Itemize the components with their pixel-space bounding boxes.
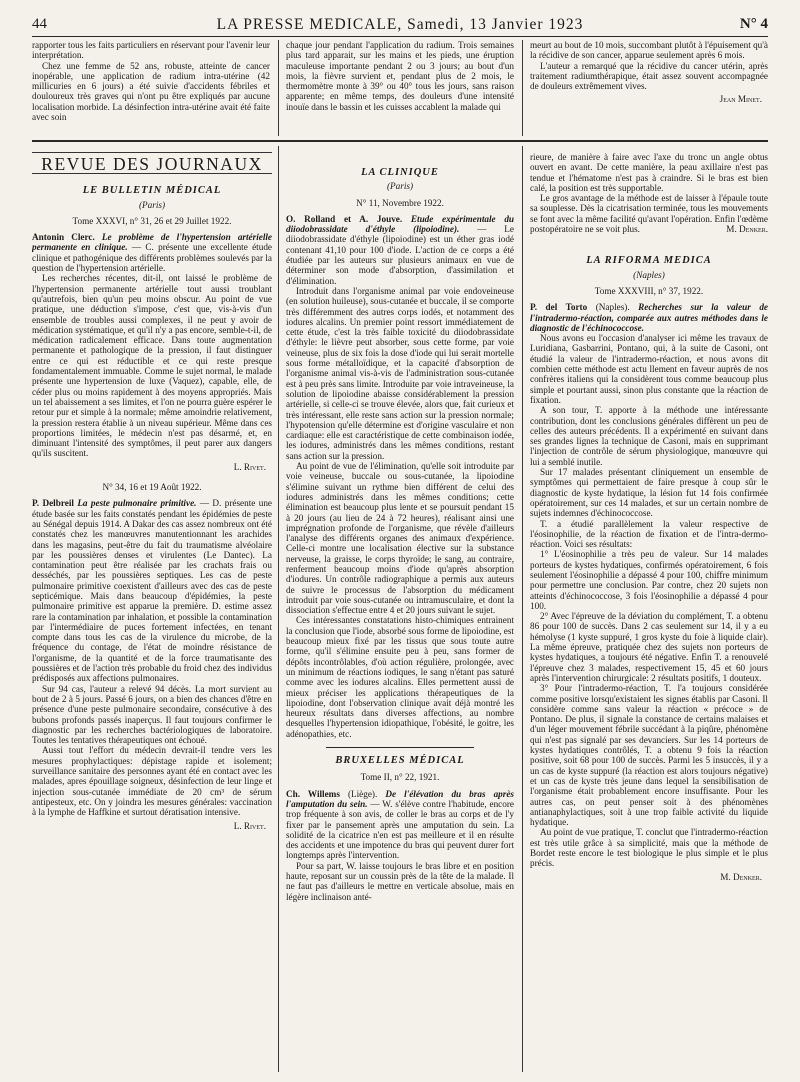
article-title: Le problème de l'hypertension artérielle permanente en clinique. — [32, 232, 272, 253]
article-text: Pour sa part, W. laisse toujours le bras libre et en position haute, reposant sur un coussin près de la tête de la malade. Il ne faut pas d'ailleurs le mettre en verticale absolue, mais en légère inclinaison anté- — [286, 860, 514, 902]
article-text: Ces intéressantes constatations histo-chimiques entrainent la conclusion que l'iode, absorbé sous forme de lipoiodine, est beaucoup mieux fixé par les tissus que sous toute autre forme, qu'il s'élimine ensuite peu à peu, sans former de dépôts incontrôlables, d'où action régulière, prolongée, avec un minimum de réactions iodiques, le sang n'étant pas saturé comme avec les iodures alcalins. Elles permettent aussi de mieux préciser les applications thérapeutiques de la lipoiodine, dont l'observation clinique avait déjà montré les heureux résultats dans diverses affections, au nombre desquelles l'hypertension idiopathique, l'obésité, le goitre, les adénopathies, etc. — [286, 615, 514, 739]
article-place: (Liège). — [347, 788, 378, 799]
revue-des-journaux-title: REVUE DES JOURNAUX — [32, 152, 272, 174]
article-author: P. del Torto — [530, 302, 588, 313]
column-divider-1 — [278, 146, 279, 1072]
section-rule — [32, 140, 768, 142]
issue-reference: Tome II, n° 22, 1921. — [360, 772, 440, 783]
article-author: O. Rolland et A. Jouve. — [286, 213, 403, 224]
article-text: Au point de vue de l'élimination, qu'elle soit introduite par voie veineuse, buccale ou sous-cutanée, la lipoiodine s'élimine suivant un rythme bien différent de celui des iodures administrés dans les mêmes conditions; cette élimination est beaucoup plus lente et se poursuit pendant 15 à 20 jours (au lieu de 24 à 72 heures), réalisant ainsi une imprégnation profonde de l'organisme, que révèle d'ailleurs l'analyse des différents organes des animaux d'expérience. Celle-ci montre une localisation élective sur la substance nerveuse, la graisse, le corps thyroïde; le sang, au contraire, renferment beaucoup moins d'iode qu'après absorption d'iodures. Un contrôle radiographique a permis aux auteurs de suivre le processus de l'absorption du médicament introduit par voie sous-cutanée ou intramusculaire, et dont la dissociation s'effectue entre 4 et 20 jours suivant le sujet. — [286, 461, 514, 616]
article-author: Antonin Clerc. — [32, 232, 95, 243]
article-text — [530, 193, 768, 234]
top-col1-para1: rapporter tous les faits particuliers en réservant pour l'avenir leur interprétation. — [32, 40, 270, 61]
top-col2-para: chaque jour pendant l'application du radium. Trois semaines plus tard apparait, sur les mains et les pieds, une éruption maculeuse importante pendant 2 ou 3 jours; au bout d'un mois, la fièvre survient et, pendant plus de 2 mois, le thermomètre monte à 39° ou 40° tous les jours, sans raison apparente; en même temps, des douleurs d'une intensité inouïe dans le bassin et les cuisses accablent la malade qui — [286, 40, 514, 112]
article-text: Au point de vue pratique, T. conclut que l'intradermo-réaction est très utile grâce à sa simplicité, mais que la méthode de Bordet reste encore le test biologique le plus simple et le plus précis. — [530, 827, 768, 869]
page-number: 44 — [32, 16, 47, 32]
article-title: La peste pulmonaire primitive. — [77, 498, 197, 509]
article-author: P. Delbreil — [32, 498, 74, 509]
article-text: — C. présente une excellente étude clinique et pathogénique des différents problèmes soulevés par la question de l'hypertension artérielle. — [32, 242, 272, 274]
top-col-2 — [286, 40, 514, 136]
article-del-torto — [530, 302, 768, 333]
signature: Jean Minet. — [719, 94, 762, 105]
article-text: — W. s'élève contre l'habitude, encore trop fréquente à son avis, de coller le bras au corps et de l'y fixer par le pansement après une amputation du sein. La solidité de la cicatrice n'en est pas meilleure et il en résulte des accidents et une impotence du bras qui peuvent durer fort longtemps après l'intervention. — [286, 798, 514, 861]
issue-reference: Tome XXXVI, n° 31, 26 et 29 Juillet 1922. — [72, 215, 232, 226]
section-heading: BRUXELLES MÉDICAL — [335, 755, 465, 767]
page-header — [32, 8, 768, 34]
article-place: (Naples). — [595, 302, 630, 313]
section-city: (Paris) — [386, 181, 414, 192]
article-separator — [326, 747, 474, 748]
article-clerc — [32, 232, 272, 273]
journal-title: LA PRESSE MEDICALE, Samedi, 13 Janvier 1923 — [216, 16, 584, 33]
article-text: 3° Pour l'intradermo-réaction, T. l'a toujours considérée comme positive lorsqu'existaient les signes établis par Casoni. Il considère comme sans valeur la réaction « précoce » de Pontano. De plus, il signale la constance de certains malaises et d'un léger mouvement fébrile succédant à la piqûre, phénomène qui n'est pas signalé par ses devanciers. Sur les 14 porteurs de kystes hydatiques contrôlés, T. a obtenu 9 fois la réaction positive, soit 68 pour 100 de succès. Parmi les 5 insuccès, il y a un cas de kyste suppuré (la réaction est alors toujours négative) et un cas de kyste très jeune dans lequel la sensibilisation de l'organisme était probablement encore insuffisante. Pour les autres cas, on peut penser soit à des phénomènes antianaphylactiques, soit à une trop faible activité du liquide hydatique. — [530, 683, 768, 828]
header-rule — [32, 36, 768, 37]
top-col-3 — [530, 40, 768, 136]
article-text: T. a étudié parallèlement la valeur respective de l'éosinophilie, de la réaction de fixation et de l'intra-dermo-réaction. Voici ses résultats: — [530, 518, 768, 550]
article-text: 1° L'éosinophilie a très peu de valeur. Sur 14 malades porteurs de kystes hydatiques, confirmés opératoirement, 6 fois seulement l'éosinophilie a dépassé 4 pour 100, chiffre minimum pour permettre une conclusion. Par contre, chez 20 sujets non atteints d'échinococcose, 3 fois l'éosinophilie a dépassé 4 pour 100. — [530, 549, 768, 611]
top-col3-para2: L'auteur a remarqué que la récidive du cancer utérin, après traitement radiumthérapique, était assez souvent accompagnée de douleurs extrêmement vives. — [530, 60, 768, 92]
article-title: De l'élévation du bras après l'amputation du sein. — [286, 788, 514, 809]
article-text: Sur 94 cas, l'auteur a relevé 94 décès. La mort survient au bout de 2 à 5 jours. Passé 6 jours, on a bien des chances d'être en présence d'une peste pulmonaire secondaire, consécutive à des bubons profonds passés inaperçus. Il faut toujours confirmer le diagnostic par les recherches bactériologiques de laboratoire. Toutes les tentatives thérapeutiques ont échoué. — [32, 683, 272, 746]
article-text: — Le diiodobrassidate d'éthyle (lipoiodine) est un éther gras iodé contenant 41,10 pour 100 d'iode. L'action de ce corps a été étudiée par les auteurs sur plusieurs animaux en vue de déterminer son mode d'absorption, d'assimilation et d'élimination. — [286, 224, 514, 286]
article-text: Introduit dans l'organisme animal par voie endoveineuse (en solution huileuse), sous-cutanée et buccale, il se comporte très différemment des autres corps iodés, et notamment des iodures alcalins. Un premier point ressort immédiatement de cette étude, c'est la très faible toxicité du diiodobrassidate d'éthyle: le lièvre peut absorber, sous cette forme, par voie veineuse, plus de six fois la dose d'iode qui lui serait mortelle sous forme métalloïdique, et la capacité d'absorption de l'organisme animal vis-à-vis de l'administration sous-cutanée est à peu près sans limite. Introduite par voie intraveineuse, la solution de lipoiodine abaisse considérablement la pression artérielle, si celle-ci se trouve élevée, alors que, fait curieux et très intéressant, elle reste sans action sur la pression normale; l'hypotension qu'elle détermine est d'origine vasculaire et non cardiaque: elle est caractéristique de cette combinaison iodée, les iodures, administrés dans les mêmes conditions, restant sans action sur la pression. — [286, 285, 514, 461]
article-text: Les recherches récentes, dit-il, ont laissé le problème de l'hypertension permanente artérielle tout aussi troublant qu'autrefois, bien qu'un peu moins obscur. Au point de vue pratique, une déduction s'impose, c'est que, vis-à-vis d'un ensemble de troubles aussi complexes, il ne peut y avoir de médication systématique, et qu'il n'y a pas encore, semble-t-il, de médication radicalement efficace. Dans toute augmentation permanente et pathologique de la pression, il faut distinguer entre ce qui est réductible et ce qui reste presque fondamentalement immuable. Comme le sujet normal, le malade présente une hypertension de luxe (Vaquez), capable, elle, de céder plus ou moins rapidement à des moyens appropriés. Mais un tel abaissement a ses limites, et l'on ne pourra guère espérer le retour pur et simple à la normale; même amoindrie relativement, la pression restera établie à un niveau supérieur. Même dans ces proportions limitées, le médecin n'est pas désarmé, et, en diminuant l'intensité des symptômes, il peut parer aux dangers qu'ils suscitent. — [32, 273, 272, 459]
signature: L. Rivet. — [233, 461, 266, 472]
column-2 — [286, 152, 514, 1072]
article-text: 2° Avec l'épreuve de la déviation du complément, T. a obtenu 86 pour 100 de succès. Dans 2 cas seulement sur 14, il y a eu hémolyse (1 kyste suppuré, 1 gros kyste du foie à liquide clair). La même épreuve, pratiquée chez des sujets non porteurs de kystes hydatiques, a toujours été négative. Enfin T. a renouvelé l'épreuve chez 3 malades, respectivement 15, 45 et 60 jours après l'intervention chirurgicale: 2 résultats positifs, 1 douteux. — [530, 611, 768, 683]
section-city: (Naples) — [633, 269, 665, 280]
article-text: Aussi tout l'effort du médecin devrait-il tendre vers les mesures prophylactiques: dépistage rapide et isolement; surveillance sanitaire des personnes ayant été en contact avec les malades, apres épouillage soigneux, désinfection de leur linge et injection sous-cutanée immédiate de 20 cm³ de sérum antipesteux, etc. On y joindra les mesures générales: vaccination à la lymphe de Haffkine et surtout dératisation intensive. — [32, 745, 272, 818]
signature: L. Rivet. — [233, 820, 266, 831]
article-text-span: Le gros avantage de la méthode est de laisser à l'épaule toute sa souplesse. Dès la cicatrisation terminée, tous les mouvements se font avec la même facilité qu'avant l'opération. Enfin l'œdème postopératoire ne se voit plus. — [530, 193, 768, 235]
section-heading: LE BULLETIN MÉDICAL — [82, 185, 222, 197]
issue-reference: N° 11, Novembre 1922. — [356, 197, 444, 208]
article-title: Etude expérimentale du diiodobrassidate d'éthyle (lipoiodine). — [286, 213, 514, 235]
column-1 — [32, 152, 272, 1072]
article-delbreil — [32, 498, 272, 683]
article-rolland-jouve — [286, 214, 514, 286]
section-heading: LA RIFORMA MEDICA — [586, 255, 712, 267]
top-divider-2 — [522, 40, 523, 136]
issue-number: N° 4 — [739, 16, 768, 32]
column-divider-2 — [522, 146, 523, 1072]
article-author: Ch. Willems — [286, 788, 340, 799]
article-willems — [286, 789, 514, 861]
top-col-1 — [32, 40, 270, 136]
article-text: Nous avons eu l'occasion d'analyser ici même les travaux de Luridiana, Gasbarrini, Pontano, qui, à la suite de Casoni, ont étudié la valeur de l'intradermo-réaction, et nous avons dit combien cette méthode est actu llement en faveur auprès de nos confrères italiens qui la considèrent tous comme beaucoup plus simple et pourtant aussi, sinon plus constante que la réaction de fixation. — [530, 333, 768, 405]
section-heading: LA CLINIQUE — [361, 167, 439, 178]
article-title: Recherches sur la valeur de l'intradermo-réaction, comparée aux autres méthodes dans le diagnostic de l'échinococcose. — [530, 302, 768, 333]
article-text: rieure, de manière à faire avec l'axe du tronc un angle obtus ouvert en avant. De cette manière, la peau axillaire n'est pas tendue et l'hématome n'est pas à craindre. Si le bras est bien calé, la position est très supportable. — [530, 152, 768, 193]
top-divider-1 — [278, 40, 279, 136]
section-city: (Paris) — [138, 199, 166, 210]
article-text: A son tour, T. apporte à la méthode une intéressante contribution, dont les conclusions générales diffèrent un peu de celles des auteurs précédents. Il a expérimenté en suivant dans ses grandes lignes la technique de Casoni, mais en supprimant l'injection de contrôle de sérum physiologique, manœuvre qui lui a semblé inutile. — [530, 405, 768, 467]
top-col1-para2: Chez une femme de 52 ans, robuste, atteinte de cancer inopérable, une application de radium intra-utérine (42 millicuries en 6 jours) a été suivie d'accidents fébriles et douloureux très graves qui n'ont pu être expliqués par aucune localisation morbide. La désinfection intra-utérine avait été faite avec soin — [32, 60, 270, 123]
article-text: — D. présente une étude basée sur les faits constatés pendant les épidémies de peste au Sénégal depuis 1914. A Dakar des cas assez nombreux ont été constatés chez les manœuvres manutentionnant les arachides dans les magasins, peut-être du fait du traumatisme alvéolaire par les poussières denses et virulentes (Le Dantec). La contamination peut être réalisée par les crachats frais ou desséchés, par les poussières septiques. Les cas de peste pulmonaire primitive coexistent d'ailleurs avec des cas de peste septicémique. Mais dans beaucoup d'épidémies, la peste pulmonaire primitive est apparue la première. D. estime assez rare la contamination par inhalation, et possible la contamination par l'intermédiaire de puces fortement infectées, en tenant compte dans tous les cas de la virulence du microbe, de la fréquence du contage, de l'état de moindre résistance de l'organisme, de la quantité et de la force traumatisante des poussières et de l'action très probable du froid chez des individus prédisposés aux affections pulmonaires. — [32, 498, 272, 684]
issue-reference: N° 34, 16 et 19 Août 1922. — [102, 482, 202, 493]
column-3 — [530, 152, 768, 1072]
signature: M. Denker. — [720, 871, 762, 882]
signature: M. Denker. — [726, 224, 768, 235]
article-text: Sur 17 malades présentant cliniquement un ensemble de symptômes qui permettaient de faire presque à coup sûr le diagnostic de kyste hydatique, la lésion fut 14 fois confirmée opératoirement, sur ces 14 malades, et sur un certain nombre de sujets indemnes d'échinococcose. — [530, 467, 768, 519]
issue-reference: Tome XXXVIII, n° 37, 1922. — [594, 285, 704, 296]
top-col3-para1: meurt au bout de 10 mois, succombant plutôt à l'épuisement qu'à la récidive de son cancer, apparue seulement après 6 mois. — [530, 40, 768, 61]
